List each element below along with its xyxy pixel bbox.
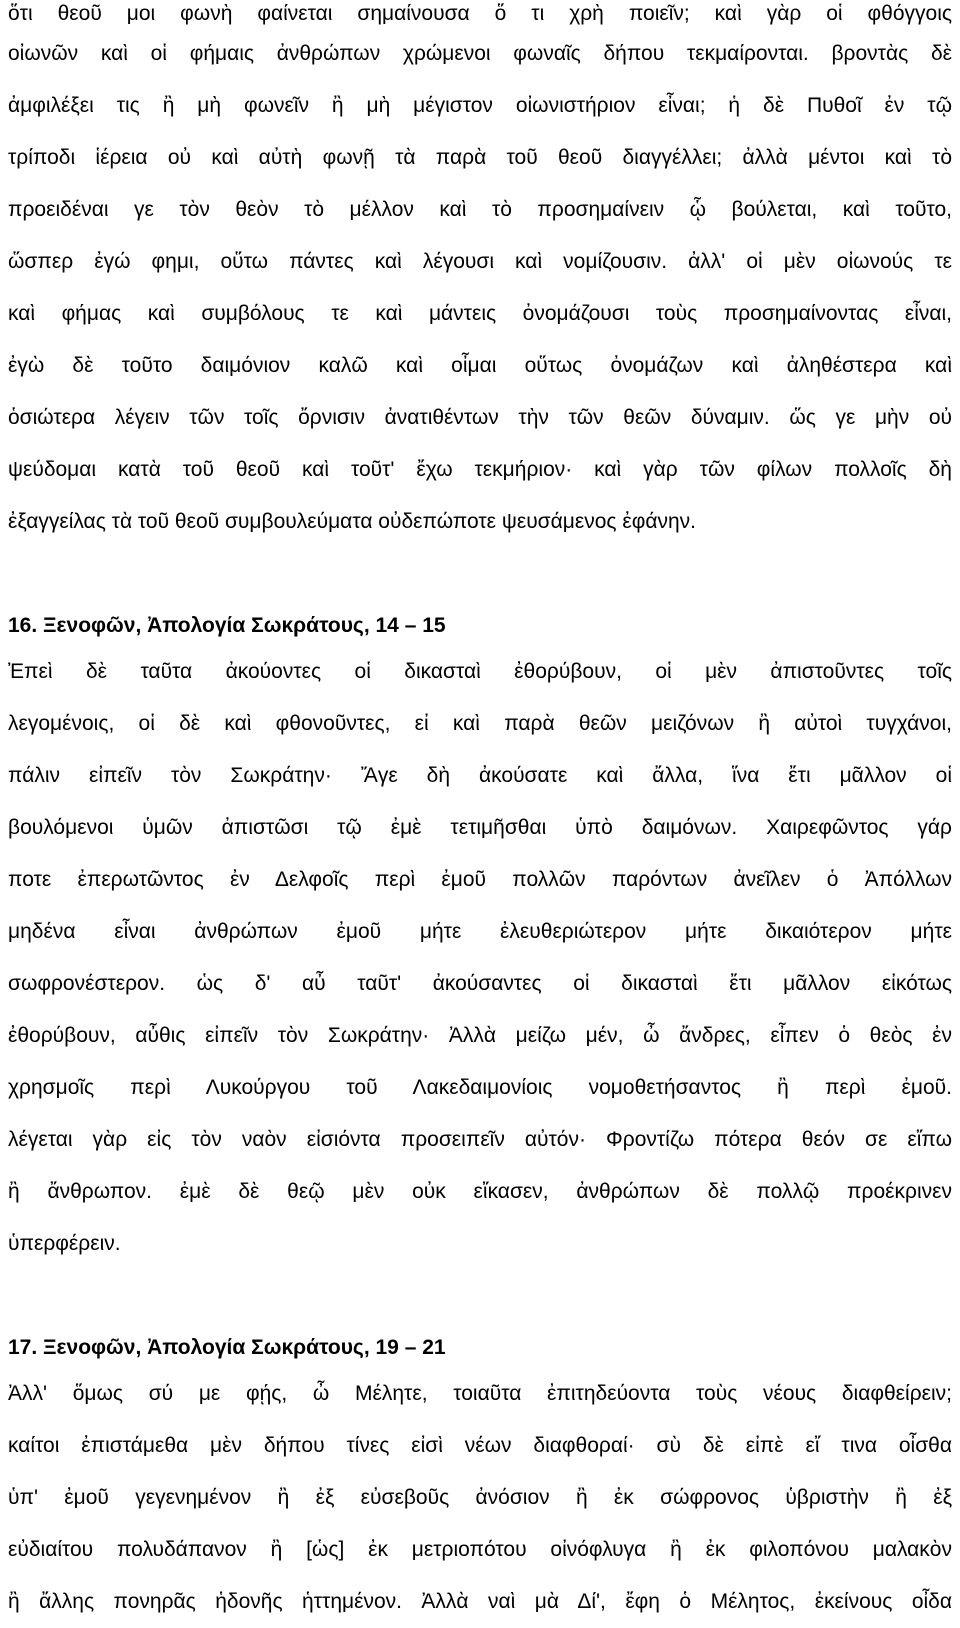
text-line: ψεύδομαι κατὰ τοῦ θεοῦ καὶ τοῦτ' ἔχω τεκμήριον· καὶ γὰρ τῶν φίλων πολλοῖς δὴ [8, 458, 952, 481]
text-line: εὐδιαίτου πολυδάπανον ἢ [ὡς] ἐκ μετριοπότου οἰνόφλυγα ἢ ἐκ φιλοπόνου μαλακὸν [8, 1538, 952, 1561]
text-line: ἢ ἄλλης πονηρᾶς ἡδονῆς ἡττημένον. Ἀλλὰ ναὶ μὰ Δί', ἔφη ὁ Μέλητος, ἐκείνους οἶδα [8, 1590, 952, 1613]
section-17 [8, 1328, 952, 1628]
text-line: καίτοι ἐπιστάμεθα μὲν δήπου τίνες εἰσὶ νέων διαφθοραί· σὺ δὲ εἰπὲ εἴ τινα οἶσθα [8, 1434, 952, 1457]
text-line: τρίποδι ἱέρεια οὐ καὶ αὐτὴ φωνῇ τὰ παρὰ τοῦ θεοῦ διαγγέλλει; ἀλλὰ μέντοι καὶ τὸ [8, 146, 952, 169]
text-line: βουλόμενοι ὑμῶν ἀπιστῶσι τῷ ἐμὲ τετιμῆσθαι ὑπὸ δαιμόνων. Χαιρεφῶντος γάρ [8, 816, 952, 839]
text-line: ποτε ἐπερωτῶντος ἐν Δελφοῖς περὶ ἐμοῦ πολλῶν παρόντων ἀνεῖλεν ὁ Ἀπόλλων [8, 868, 952, 891]
text-line: οἰωνῶν καὶ οἱ φήμαις ἀνθρώπων χρώμενοι φωναῖς δήπου τεκμαίρονται. βροντὰς δὲ [8, 42, 952, 65]
text-line: καὶ φήμας καὶ συμβόλους τε καὶ μάντεις ὀνομάζουσι τοὺς προσημαίνοντας εἶναι, [8, 302, 952, 325]
section-16 [8, 606, 952, 1270]
text-line: ὑπερφέρειν. [8, 1232, 121, 1255]
text-line: ὁσιώτερα λέγειν τῶν τοῖς ὄρνισιν ἀνατιθέντων τὴν τῶν θεῶν δύναμιν. ὥς γε μὴν οὐ [8, 406, 952, 429]
text-line: ὅτι θεοῦ μοι φωνὴ φαίνεται σημαίνουσα ὅ τι χρὴ ποιεῖν; καὶ γὰρ οἱ φθόγγοις [8, 2, 952, 25]
text-line: Ἀλλ' ὅμως σύ με φῄς, ὦ Μέλητε, τοιαῦτα ἐπιτηδεύοντα τοὺς νέους διαφθείρειν; [8, 1382, 952, 1405]
section-16-heading: 16. Ξενοφῶν, Ἀπολογία Σωκράτους, 14 – 15 [8, 614, 446, 637]
text-line: μηδένα εἶναι ἀνθρώπων ἐμοῦ μήτε ἐλευθεριώτερον μήτε δικαιότερον μήτε [8, 920, 952, 943]
text-line: Ἐπεὶ δὲ ταῦτα ἀκούοντες οἱ δικασταὶ ἐθορύβουν, οἱ μὲν ἀπιστοῦντες τοῖς [8, 660, 952, 683]
text-line: ὥσπερ ἐγώ φημι, οὕτω πάντες καὶ λέγουσι καὶ νομίζουσιν. ἀλλ' οἱ μὲν οἰωνούς τε [8, 250, 952, 273]
section-17-heading: 17. Ξενοφῶν, Ἀπολογία Σωκράτους, 19 – 21 [8, 1336, 446, 1359]
text-line: ἀμφιλέξει τις ἢ μὴ φωνεῖν ἢ μὴ μέγιστον οἰωνιστήριον εἶναι; ἡ δὲ Πυθοῖ ἐν τῷ [8, 94, 952, 117]
intro-paragraph [8, 0, 952, 548]
text-line: ὑπ' ἐμοῦ γεγενημένον ἢ ἐξ εὐσεβοῦς ἀνόσιον ἢ ἐκ σώφρονος ὑβριστὴν ἢ ἐξ [8, 1486, 952, 1509]
text-line: ἐγὼ δὲ τοῦτο δαιμόνιον καλῶ καὶ οἶμαι οὕτως ὀνομάζων καὶ ἀληθέστερα καὶ [8, 354, 952, 377]
text-line: ἐξαγγείλας τὰ τοῦ θεοῦ συμβουλεύματα οὐδεπώποτε ψευσάμενος ἐφάνην. [8, 510, 697, 533]
text-line: προειδέναι γε τὸν θεὸν τὸ μέλλον καὶ τὸ προσημαίνειν ᾧ βούλεται, καὶ τοῦτο, [8, 198, 952, 221]
text-line: πάλιν εἰπεῖν τὸν Σωκράτην· Ἄγε δὴ ἀκούσατε καὶ ἄλλα, ἵνα ἔτι μᾶλλον οἱ [8, 764, 952, 787]
text-line: λεγομένοις, οἱ δὲ καὶ φθονοῦντες, εἰ καὶ παρὰ θεῶν μειζόνων ἢ αὐτοὶ τυγχάνοι, [8, 712, 952, 735]
text-line: ἢ ἄνθρωπον. ἐμὲ δὲ θεῷ μὲν οὐκ εἴκασεν, ἀνθρώπων δὲ πολλῷ προέκρινεν [8, 1180, 952, 1203]
text-line: ἐθορύβουν, αὖθις εἰπεῖν τὸν Σωκράτην· Ἀλλὰ μείζω μέν, ὦ ἄνδρες, εἶπεν ὁ θεὸς ἐν [8, 1024, 952, 1047]
text-line: λέγεται γὰρ εἰς τὸν ναὸν εἰσιόντα προσειπεῖν αὐτόν· Φροντίζω πότερα θεόν σε εἴπω [8, 1128, 952, 1151]
text-line: σωφρονέστερον. ὡς δ' αὖ ταῦτ' ἀκούσαντες οἱ δικασταὶ ἔτι μᾶλλον εἰκότως [8, 972, 952, 995]
document-page [8, 0, 952, 1628]
text-line: χρησμοῖς περὶ Λυκούργου τοῦ Λακεδαιμονίοις νομοθετήσαντος ἢ περὶ ἐμοῦ. [8, 1076, 952, 1099]
